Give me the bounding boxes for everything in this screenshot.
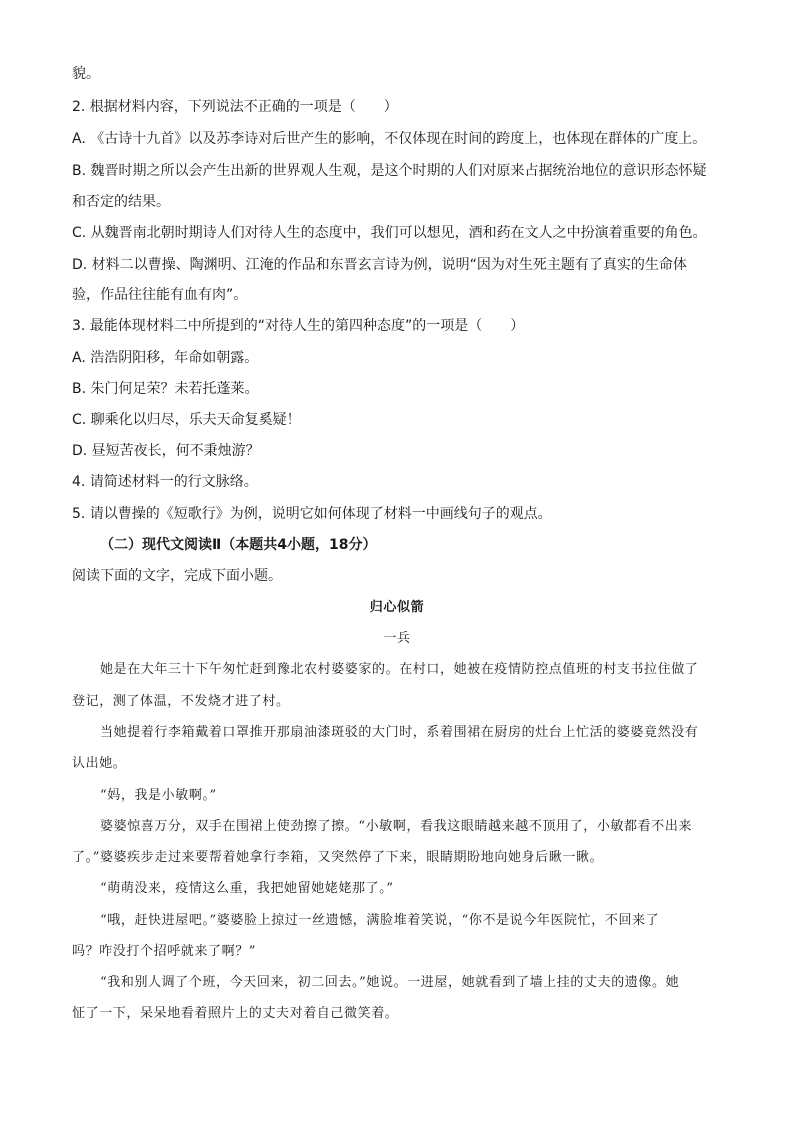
story-paragraph: “妈，我是小敏啊。” (100, 788, 217, 803)
option-3c: C. 聊乘化以归尽，乐夫天命复奚疑！ (72, 412, 301, 428)
option-3a: A. 浩浩阴阳移，年命如朝露。 (72, 350, 259, 366)
text-line: 貌。 (72, 66, 100, 82)
question-4: 4. 请简述材料一的行文脉络。 (72, 474, 258, 490)
option-2b: B. 魏晋时期之所以会产生出新的世界观人生观，是这个时期的人们对原来占据统治地位的意识形态怀疑 (72, 163, 707, 179)
story-paragraph-cont: 登记，测了体温，不发烧才进了村。 (72, 694, 290, 709)
story-paragraph: 婆婆惊喜万分，双手在围裙上使劲擦了擦。“小敏啊，看我这眼睛越来越不顶用了，小敏都看不出来 (100, 819, 693, 834)
story-title: 归心似箭 (369, 600, 425, 615)
story-paragraph-cont: 吗？咋没打个招呼就来了啊？” (72, 944, 257, 959)
story-paragraph-cont: 了。”婆婆疾步走过来要帮着她拿行李箱，又突然停了下来，眼睛期盼地向她身后瞅一瞅。 (72, 850, 604, 865)
instruction: 阅读下面的文字，完成下面小题。 (72, 568, 282, 584)
story-paragraph-cont: 怔了一下，呆呆地看着照片上的丈夫对着自己微笑着。 (72, 1006, 399, 1021)
option-2c: C. 从魏晋南北朝时期诗人们对待人生的态度中，我们可以想见，酒和药在文人之中扮演着重要的角色。 (72, 225, 707, 241)
question-5: 5. 请以曹操的《短歌行》为例，说明它如何体现了材料一中画线句子的观点。 (72, 506, 552, 522)
question-2: 2. 根据材料内容，下列说法不正确的一项是（ ） (72, 99, 398, 115)
story-paragraph: 当她提着行李箱戴着口罩推开那扇油漆斑驳的大门时，系着围裙在厨房的灶台上忙活的婆婆竟然没有 (100, 725, 699, 740)
section-heading: （二）现代文阅读Ⅱ（本题共4小题，18分） (100, 537, 377, 553)
story-paragraph: “我和别人调了个班，今天回来，初二回去。”她说。一进屋，她就看到了墙上挂的丈夫的遗像。她 (100, 975, 680, 990)
story-paragraph: “哦，赶快进屋吧。”婆婆脸上掠过一丝遗憾，满脸堆着笑说，“你不是说今年医院忙，不回来了 (100, 913, 660, 928)
question-3: 3. 最能体现材料二中所提到的“对待人生的第四种态度”的一项是（ ） (72, 318, 525, 334)
story-paragraph-cont: 认出她。 (72, 756, 127, 771)
option-2b-cont: 和否定的结果。 (72, 194, 170, 210)
story-author: 一兵 (383, 631, 411, 646)
story-paragraph: 她是在大年三十下午匆忙赶到豫北农村婆婆家的。在村口，她被在疫情防控点值班的村支书拉住做了 (100, 662, 699, 677)
story-paragraph: “萌萌没来，疫情这么重，我把她留她姥姥那了。” (100, 881, 394, 896)
option-2d-cont: 验，作品往往能有血有肉”。 (72, 287, 248, 303)
option-3d: D. 昼短苦夜长，何不秉烛游？ (72, 443, 260, 459)
option-3b: B. 朱门何足荣？未若托蓬莱。 (72, 381, 259, 397)
option-2a: A. 《古诗十九首》以及苏李诗对后世产生的影响，不仅体现在时间的跨度上，也体现在群体的广度上。 (72, 131, 707, 147)
option-2d: D. 材料二以曹操、陶渊明、江淹的作品和东晋玄言诗为例，说明“因为对生死主题有了真实的生命体 (72, 257, 687, 273)
